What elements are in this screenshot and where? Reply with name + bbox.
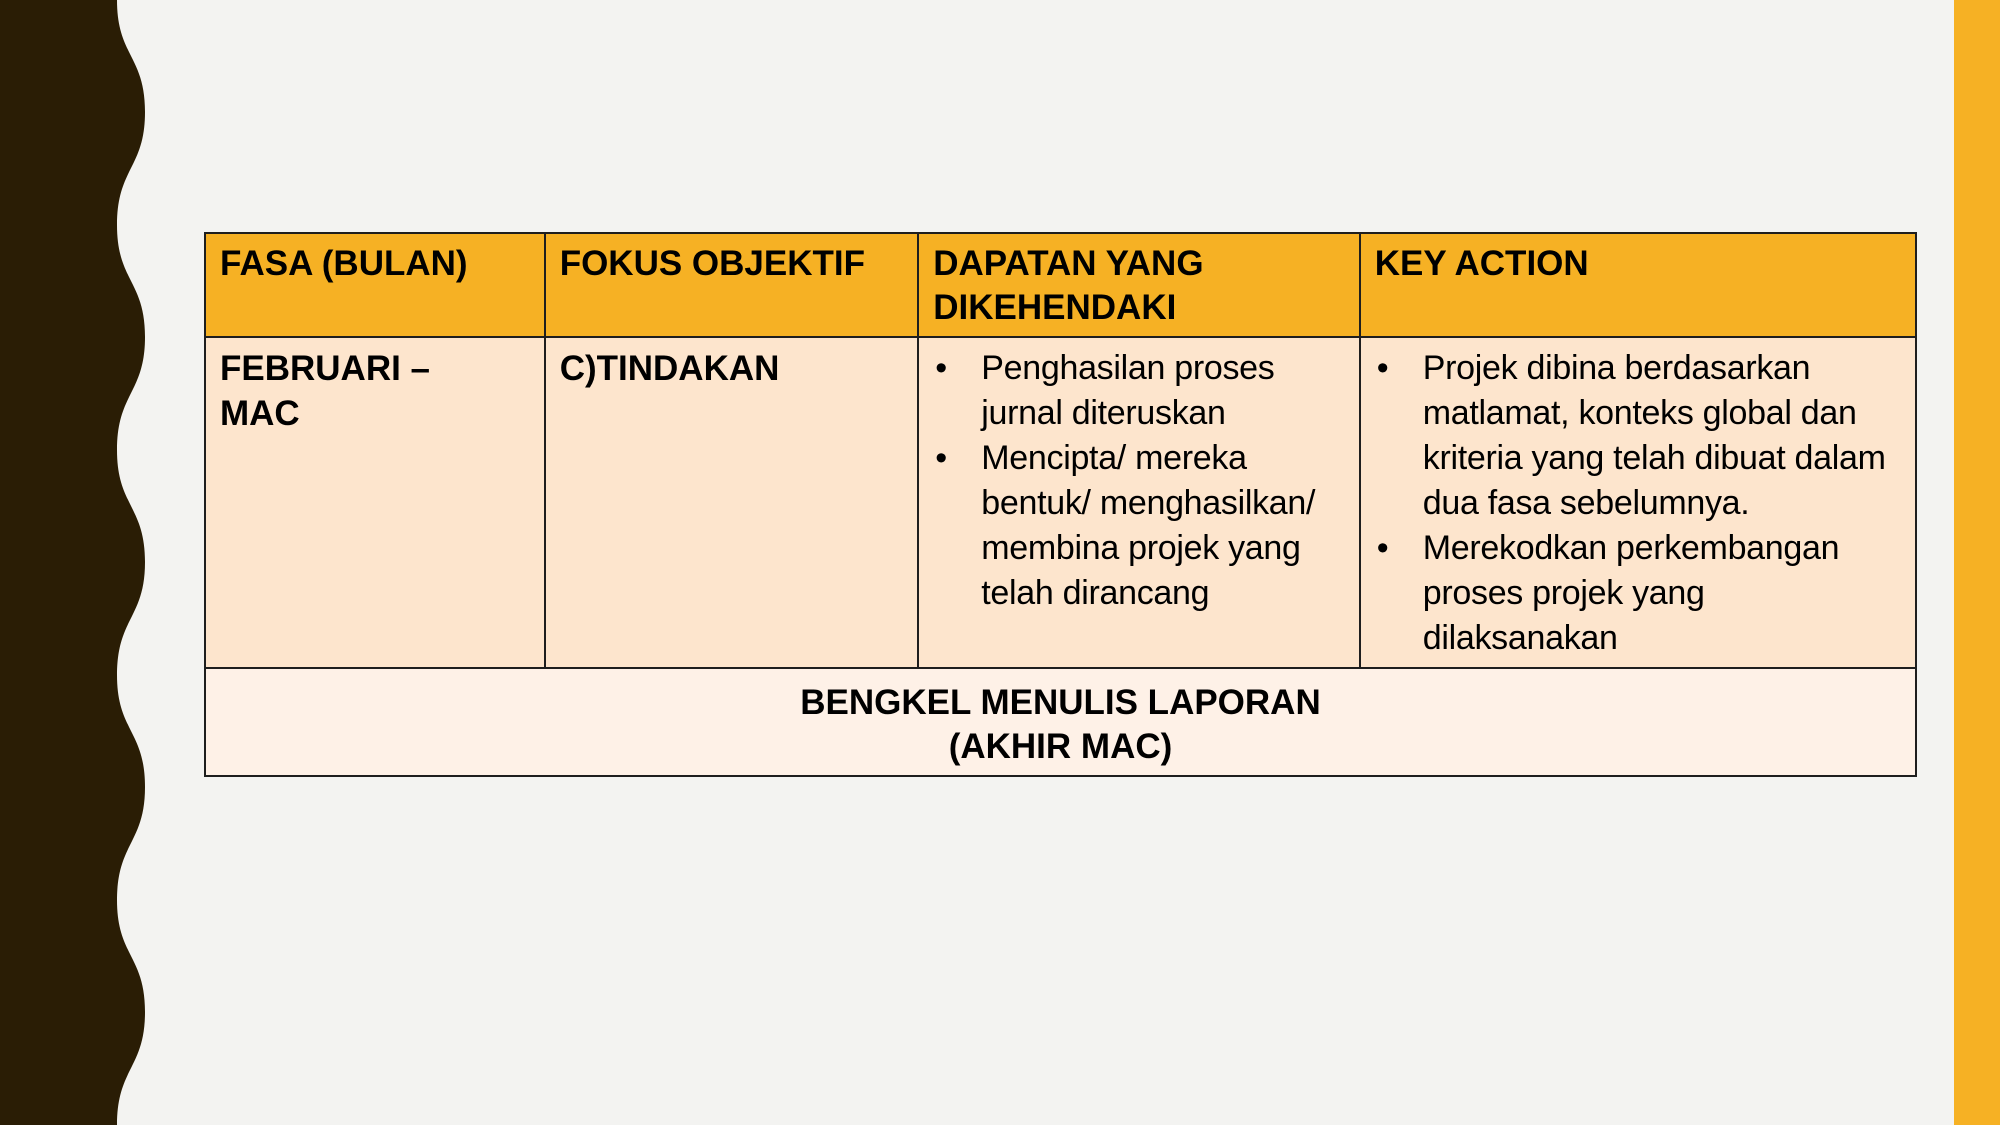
footer-row [205, 668, 1916, 776]
cell-fasa: FEBRUARI – MAC [205, 337, 545, 668]
phase-plan-table [204, 232, 1917, 777]
key-action-list [1375, 346, 1901, 661]
list-item: • Projek dibina berdasarkan matlamat, konteks global dan kriteria yang telah dibuat dalam dua fasa sebelumnya. [1375, 346, 1901, 526]
list-item: • Mencipta/ mereka bentuk/ menghasilkan/ membina projek yang telah dirancang [933, 436, 1345, 616]
footer-cell [205, 668, 1916, 776]
dapatan-list [933, 346, 1345, 616]
cell-key-action [1360, 337, 1916, 668]
cell-dapatan [918, 337, 1360, 668]
table-row [205, 337, 1916, 668]
list-item: • Penghasilan proses jurnal diteruskan [933, 346, 1345, 436]
cell-fokus: C)TINDAKAN [545, 337, 919, 668]
list-item: • Merekodkan perkembangan proses projek yang dilaksanakan [1375, 526, 1901, 661]
header-key-action: KEY ACTION [1360, 233, 1916, 337]
footer-subtitle: (AKHIR MAC) [948, 727, 1173, 766]
header-fasa: FASA (BULAN) [205, 233, 545, 337]
wavy-side-band [0, 0, 160, 1125]
header-row [205, 233, 1916, 337]
header-dapatan: DAPATAN YANG DIKEHENDAKI [918, 233, 1360, 337]
right-accent-bar [1954, 0, 2000, 1125]
footer-title: BENGKEL MENULIS LAPORAN [800, 683, 1321, 722]
header-fokus: FOKUS OBJEKTIF [545, 233, 919, 337]
